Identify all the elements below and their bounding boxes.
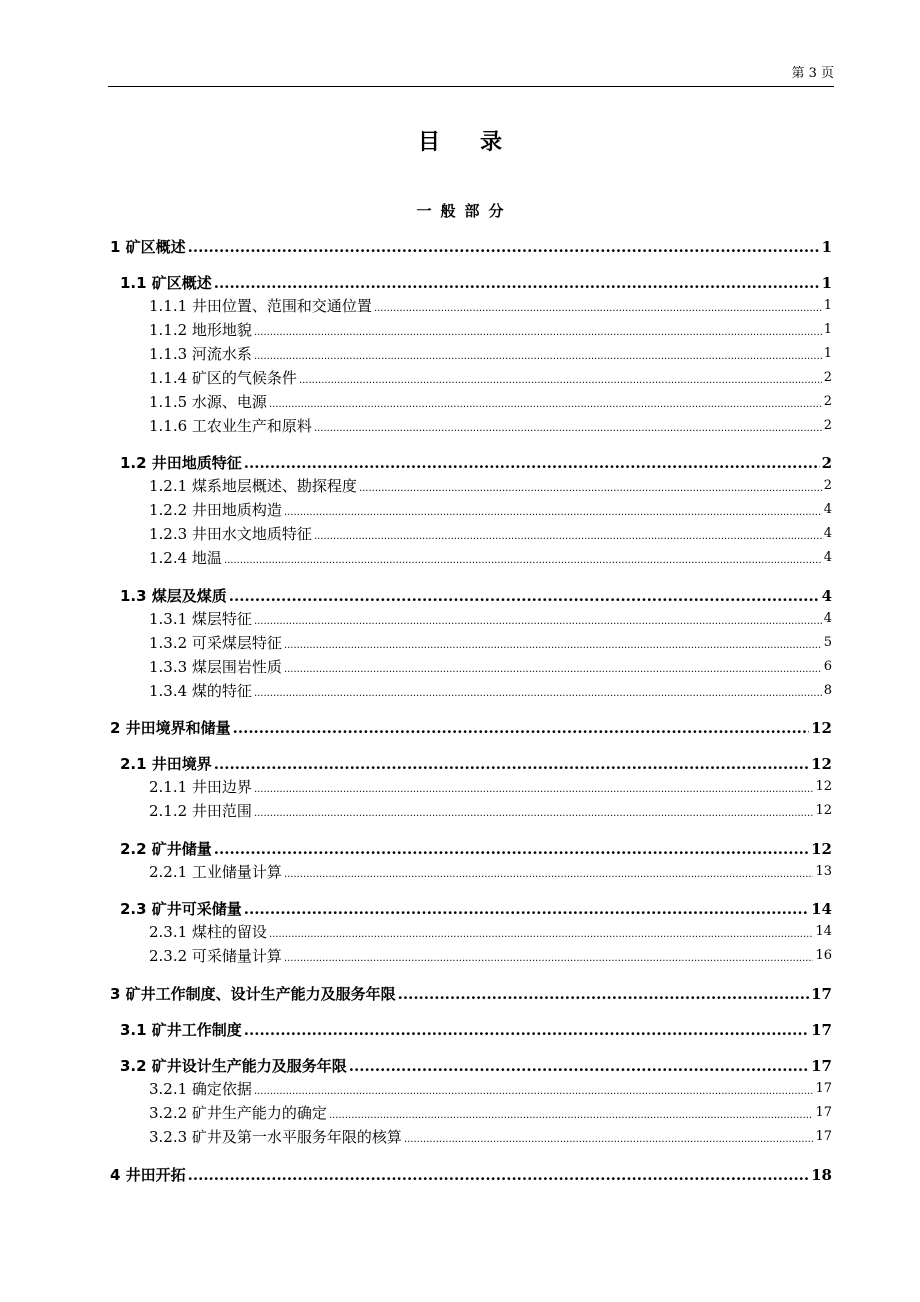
toc-entry-subsection[interactable] (149, 1079, 832, 1099)
toc-leader-dots (254, 326, 822, 340)
toc-leader-dots (284, 639, 822, 653)
toc-page-number: 17 (815, 1081, 832, 1096)
toc-page-number: 14 (815, 924, 832, 939)
toc-entry-text: 3 矿井工作制度、设计生产能力及服务年限 (110, 985, 396, 1003)
toc-entry-subsection[interactable] (149, 657, 832, 677)
toc-leader-dots (244, 452, 820, 474)
toc-leader-dots (329, 1109, 814, 1123)
toc-entry-text: 1.1 矿区概述 (120, 274, 212, 292)
toc-entry-text: 1.1.4 矿区的气候条件 (149, 369, 297, 387)
toc-entry-section-2-2[interactable] (120, 838, 832, 860)
toc-entry-section-3-2[interactable] (120, 1055, 832, 1077)
toc-page-number: 8 (823, 683, 832, 698)
toc-entry-subsection[interactable] (149, 344, 832, 364)
toc-entry-chapter-3[interactable] (110, 983, 832, 1005)
toc-leader-dots (269, 398, 822, 412)
toc-leader-dots (284, 868, 814, 882)
toc-entry-subsection[interactable] (149, 1103, 832, 1123)
toc-entry-text: 2.2 矿井储量 (120, 840, 212, 858)
toc-entry-subsection[interactable] (149, 777, 832, 797)
toc-entry-text: 1.2 井田地质特征 (120, 454, 242, 472)
toc-entry-chapter-2[interactable] (110, 717, 832, 739)
toc-entry-text: 1.2.4 地温 (149, 549, 222, 567)
toc-entry-section-2-1[interactable] (120, 753, 832, 775)
toc-entry-section-1-3[interactable] (120, 585, 832, 607)
toc-page-number: 12 (811, 719, 832, 737)
toc-entry-subsection[interactable] (149, 862, 832, 882)
toc-page-number: 2 (823, 394, 832, 409)
toc-entry-subsection[interactable] (149, 801, 832, 821)
toc-entry-subsection[interactable] (149, 500, 832, 520)
toc-leader-dots (299, 374, 822, 388)
toc-entry-subsection[interactable] (149, 320, 832, 340)
toc-leader-dots (188, 1164, 809, 1186)
toc-leader-dots (229, 585, 820, 607)
toc-entry-text: 4 井田开拓 (110, 1166, 186, 1184)
toc-entry-text: 1.2.1 煤系地层概述、勘探程度 (149, 477, 357, 495)
toc-page-number: 4 (823, 526, 832, 541)
toc-leader-dots (254, 1085, 814, 1099)
toc-page-number: 2 (823, 370, 832, 385)
toc-page-number: 17 (811, 1057, 832, 1075)
toc-entry-subsection[interactable] (149, 392, 832, 412)
toc-leader-dots (254, 350, 822, 364)
toc-page-number: 1 (821, 238, 832, 256)
toc-entry-text: 2.1.2 井田范围 (149, 802, 252, 820)
toc-entry-text: 1.1.1 井田位置、范围和交通位置 (149, 297, 372, 315)
toc-entry-subsection[interactable] (149, 296, 832, 316)
toc-entry-section-3-1[interactable] (120, 1019, 832, 1041)
toc-entry-subsection[interactable] (149, 609, 832, 629)
toc-entry-text: 1.3 煤层及煤质 (120, 587, 227, 605)
toc-leader-dots (359, 482, 822, 496)
toc-entry-text: 2 井田境界和储量 (110, 719, 231, 737)
toc-leader-dots (214, 838, 809, 860)
toc-entry-subsection[interactable] (149, 633, 832, 653)
toc-leader-dots (233, 717, 809, 739)
toc-page-number: 1 (823, 346, 832, 361)
toc-entry-text: 1.3.3 煤层围岩性质 (149, 658, 282, 676)
toc-leader-dots (214, 753, 809, 775)
toc-page-number: 4 (823, 550, 832, 565)
toc-entry-text: 3.1 矿井工作制度 (120, 1021, 242, 1039)
toc-page-number: 2 (823, 478, 832, 493)
toc-leader-dots (269, 928, 814, 942)
toc-page-number: 12 (815, 779, 832, 794)
toc-entry-text: 1.2.2 井田地质构造 (149, 501, 282, 519)
toc-leader-dots (349, 1055, 809, 1077)
toc-entry-text: 3.2 矿井设计生产能力及服务年限 (120, 1057, 347, 1075)
toc-page-number: 13 (815, 864, 832, 879)
toc-entry-text: 2.3 矿井可采储量 (120, 900, 242, 918)
toc-entry-section-1-1[interactable] (120, 272, 832, 294)
toc-entry-subsection[interactable] (149, 681, 832, 701)
toc-entry-subsection[interactable] (149, 524, 832, 544)
toc-page-number: 2 (823, 418, 832, 433)
toc-page-number: 12 (815, 803, 832, 818)
toc-page-number: 17 (815, 1105, 832, 1120)
toc-page-number: 14 (811, 900, 832, 918)
toc-leader-dots (188, 236, 820, 258)
toc-entry-subsection[interactable] (149, 1127, 832, 1147)
toc-entry-text: 1.1.3 河流水系 (149, 345, 252, 363)
toc-entry-subsection[interactable] (149, 922, 832, 942)
toc-leader-dots (398, 983, 809, 1005)
toc-page-number: 12 (811, 840, 832, 858)
toc-entry-text: 1.1.2 地形地貌 (149, 321, 252, 339)
toc-leader-dots (244, 1019, 809, 1041)
toc-entry-text: 1.3.4 煤的特征 (149, 682, 252, 700)
toc-entry-text: 3.2.2 矿井生产能力的确定 (149, 1104, 327, 1122)
toc-page-number: 17 (815, 1129, 832, 1144)
toc-entry-text: 1 矿区概述 (110, 238, 186, 256)
toc-page-number: 6 (823, 659, 832, 674)
toc-entry-section-2-3[interactable] (120, 898, 832, 920)
toc-leader-dots (254, 687, 822, 701)
toc-entry-subsection[interactable] (149, 416, 832, 436)
toc-page-number: 2 (821, 454, 832, 472)
toc-entry-text: 1.3.2 可采煤层特征 (149, 634, 282, 652)
toc-page-number: 12 (811, 755, 832, 773)
toc-entry-text: 1.3.1 煤层特征 (149, 610, 252, 628)
toc-entry-text: 3.2.3 矿井及第一水平服务年限的核算 (149, 1128, 402, 1146)
toc-leader-dots (244, 898, 809, 920)
toc-page-number: 4 (823, 502, 832, 517)
toc-entry-subsection[interactable] (149, 548, 832, 568)
toc-page-number: 4 (821, 587, 832, 605)
toc-title: 目录 (417, 130, 542, 155)
toc-entry-section-1-2[interactable] (120, 452, 832, 474)
toc-entry-text: 1.1.5 水源、电源 (149, 393, 267, 411)
toc-entry-text: 2.1.1 井田边界 (149, 778, 252, 796)
toc-page-number: 4 (823, 611, 832, 626)
toc-leader-dots (284, 506, 822, 520)
toc-entry-text: 2.2.1 工业储量计算 (149, 863, 282, 881)
toc-entry-text: 3.2.1 确定依据 (149, 1080, 252, 1098)
toc-leader-dots (314, 422, 822, 436)
toc-page-number: 16 (815, 948, 832, 963)
toc-page-number: 1 (823, 322, 832, 337)
part-title: 一般部分 (416, 202, 513, 220)
toc-leader-dots (254, 807, 814, 821)
toc-leader-dots (254, 615, 822, 629)
toc-entry-subsection[interactable] (149, 368, 832, 388)
toc-leader-dots (284, 663, 822, 677)
toc-leader-dots (314, 530, 822, 544)
toc-leader-dots (214, 272, 820, 294)
toc-leader-dots (254, 783, 814, 797)
page-header-label: 第 3 页 (791, 66, 834, 81)
toc-entry-chapter-4[interactable] (110, 1164, 832, 1186)
toc-leader-dots (374, 302, 822, 316)
toc-entry-text: 2.3.1 煤柱的留设 (149, 923, 267, 941)
toc-entry-subsection[interactable] (149, 946, 832, 966)
toc-page-number: 1 (823, 298, 832, 313)
toc-entry-text: 2.1 井田境界 (120, 755, 212, 773)
toc-entry-subsection[interactable] (149, 476, 832, 496)
toc-leader-dots (284, 952, 814, 966)
toc-leader-dots (404, 1133, 814, 1147)
toc-page-number: 17 (811, 985, 832, 1003)
toc-page-number: 17 (811, 1021, 832, 1039)
toc-leader-dots (224, 554, 822, 568)
toc-entry-text: 1.1.6 工农业生产和原料 (149, 417, 312, 435)
toc-entry-chapter-1[interactable] (110, 236, 832, 258)
toc-page-number: 5 (823, 635, 832, 650)
toc-page-number: 18 (811, 1166, 832, 1184)
toc-page-number: 1 (821, 274, 832, 292)
toc-entry-text: 2.3.2 可采储量计算 (149, 947, 282, 965)
toc-entry-text: 1.2.3 井田水文地质特征 (149, 525, 312, 543)
